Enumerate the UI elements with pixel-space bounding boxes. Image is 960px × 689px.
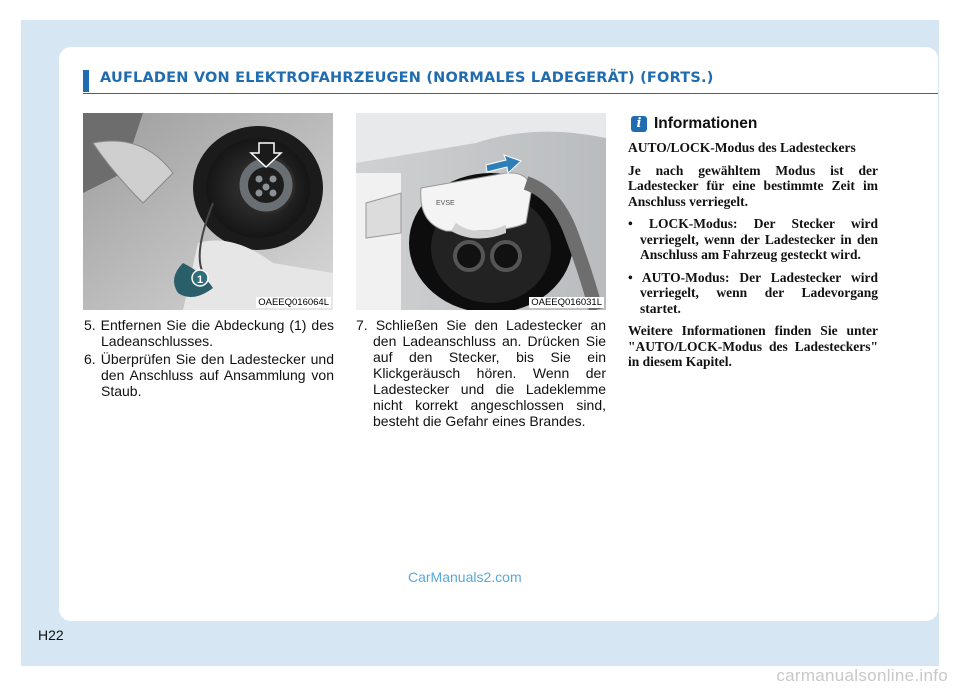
step-7 bbox=[356, 317, 606, 429]
figure-charging-port-cover bbox=[83, 113, 333, 310]
callout-number: 1 bbox=[197, 274, 204, 286]
info-bullet-auto: • AUTO-Modus: Der Ladestecker wird verriegelt, wenn der Ladevorgang startet. bbox=[628, 269, 878, 316]
watermark-link[interactable]: CarManuals2.com bbox=[408, 569, 522, 585]
charging-plug-photo bbox=[356, 113, 606, 310]
step-6 bbox=[84, 351, 334, 399]
info-intro: Je nach gewähltem Modus ist der Ladestecker für eine bestimmte Zeit im Anschluss verriegelt. bbox=[628, 162, 878, 209]
section-title: AUFLADEN VON ELEKTROFAHRZEUGEN (NORMALES LADEGERÄT) (FORTS.) bbox=[100, 70, 714, 86]
figure-code: OAEEQ016031L bbox=[531, 297, 602, 308]
step-text: Entfernen Sie die Abdeckung (1) des Ladeanschlusses. bbox=[100, 317, 334, 349]
step-number: 7. bbox=[356, 317, 368, 333]
step-5 bbox=[84, 317, 334, 349]
plug-brand-text: EVSE bbox=[436, 200, 455, 207]
footer-watermark: carmanualsonline.info bbox=[776, 666, 948, 685]
step-text: Schließen Sie den Ladestecker an den Ladeanschluss an. Drücken Sie auf den Stecker, bis Sie ein Klickgeräusch hören. Wenn der Ladestecker und die Ladeklemme nicht korrekt angeschlossen sind, besteht die Gefahr eines Brandes. bbox=[373, 317, 606, 429]
info-header bbox=[631, 115, 757, 133]
info-icon: i bbox=[631, 116, 647, 132]
info-outro: Weitere Informationen finden Sie unter "AUTO/LOCK-Modus des Ladesteckers" in diesem Kapitel. bbox=[628, 323, 878, 369]
title-rule bbox=[83, 93, 938, 94]
title-accent-bar bbox=[83, 70, 89, 92]
info-bullet-lock: • LOCK-Modus: Der Stecker wird verriegelt, wenn der Ladestecker in den Anschluss am Fahrzeug gesteckt wird. bbox=[628, 216, 878, 262]
step-number: 5. bbox=[84, 317, 96, 333]
charging-port-photo bbox=[83, 113, 333, 310]
figure-code: OAEEQ016064L bbox=[258, 297, 329, 308]
step-body bbox=[84, 351, 334, 399]
step-text: Überprüfen Sie den Ladestecker und den Anschluss auf Ansammlung von Staub. bbox=[100, 351, 334, 399]
step-number: 6. bbox=[84, 351, 96, 367]
step-body bbox=[84, 317, 334, 349]
step-body bbox=[356, 317, 606, 429]
info-heading: AUTO/LOCK-Modus des Ladesteckers bbox=[628, 140, 856, 155]
figure-plug-connection bbox=[356, 113, 606, 310]
info-body bbox=[628, 140, 878, 377]
info-title: Informationen bbox=[654, 115, 758, 132]
page-number: H22 bbox=[38, 627, 64, 643]
